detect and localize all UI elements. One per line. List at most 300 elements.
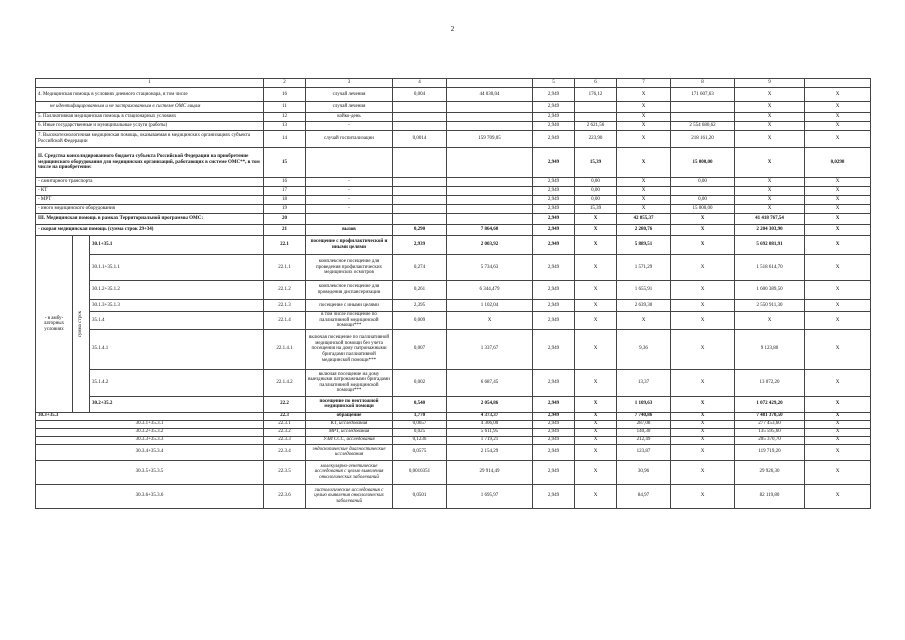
row-value-c5: 0,00	[575, 187, 617, 196]
row-value-c9: X	[805, 113, 871, 122]
row-value-c9: X	[805, 484, 871, 508]
row-value-c7: X	[671, 420, 735, 428]
row-value-norm: 0,290	[393, 225, 447, 236]
table-row	[36, 187, 871, 196]
row-value-norm: 0,025	[393, 428, 447, 436]
row-value-c8: X	[735, 113, 805, 122]
row-value-c7: X	[671, 281, 735, 300]
table-row	[36, 255, 871, 281]
row-number: 22.3.1	[264, 420, 306, 428]
row-value-c9: 0,0298	[805, 148, 871, 178]
header-cell	[447, 79, 533, 88]
row-name: - иного медицинского оборудования	[36, 205, 264, 214]
row-value-cost: 29 914,49	[447, 460, 533, 484]
row-number: 22.1.4.1	[264, 329, 306, 369]
row-value-c: 2,949	[533, 148, 575, 178]
row-value-c: 2,949	[533, 88, 575, 102]
table-row	[36, 484, 871, 508]
row-value-norm	[393, 102, 447, 113]
row-value-cost	[447, 196, 533, 205]
row-value-c6: 2 639,30	[617, 300, 671, 312]
table-row	[36, 460, 871, 484]
row-value-c8: 13 072,20	[735, 369, 805, 396]
row-value-c7: X	[671, 329, 735, 369]
row-number: 22.1.1	[264, 255, 306, 281]
row-name: - КТ	[36, 187, 264, 196]
row-value-c5: X	[575, 236, 617, 255]
row-value-c5: 15,39	[575, 205, 617, 214]
row-value-c: 2,949	[533, 444, 575, 460]
row-value-c8: X	[735, 102, 805, 113]
row-number: 22.3.2	[264, 428, 306, 436]
row-value-c: 2,949	[533, 236, 575, 255]
row-value-norm: 0,009	[393, 312, 447, 330]
table-row	[36, 396, 871, 412]
row-value-c8: 82 119,80	[735, 484, 805, 508]
sum-rows-label: сумма строк	[78, 310, 84, 338]
row-value-c7: X	[671, 484, 735, 508]
row-value-cost	[447, 187, 533, 196]
header-cell: 7	[617, 79, 671, 88]
row-value-c6: 2 280,76	[617, 225, 671, 236]
row-value-c9: X	[805, 300, 871, 312]
row-name: II. Средства консолидированного бюджета субъекта Российской Федерации на приобретение медицинского оборудования для медицинских организаций, работающих в системе ОМС**, в том числе на приобретение:	[36, 148, 264, 178]
row-value-cost: 159 709,05	[447, 131, 533, 148]
row-value-c7: X	[671, 412, 735, 420]
row-value-c7	[671, 187, 735, 196]
row-value-c: 2,949	[533, 484, 575, 508]
row-value-c8: 2 550 911,30	[735, 300, 805, 312]
table-row	[36, 281, 871, 300]
row-value-c7: X	[671, 369, 735, 396]
ambulatory-label: - в амбу-латорных условиях	[36, 236, 73, 413]
row-value-norm: 0,0014	[393, 131, 447, 148]
row-value-c7: 0,00	[671, 196, 735, 205]
table-row	[36, 131, 871, 148]
row-value-c6: 287,08	[617, 420, 671, 428]
row-name: 6. Иные государственные и муниципальные услуги (работы)	[36, 122, 264, 131]
row-value-c9: X	[805, 131, 871, 148]
row-number: 11	[264, 102, 306, 113]
row-value-c5: X	[575, 444, 617, 460]
row-value-c6: X	[617, 122, 671, 131]
row-value-c7: X	[671, 225, 735, 236]
row-value-c: 2,949	[533, 436, 575, 444]
row-value-c8: 9 123,80	[735, 329, 805, 369]
row-value-norm: 0,0501	[393, 484, 447, 508]
row-value-c5: X	[575, 396, 617, 412]
row-value-cost: 6 687,45	[447, 369, 533, 396]
row-value-c: 2,949	[533, 178, 575, 187]
row-value-cost: 7 864,60	[447, 225, 533, 236]
row-value-c7: X	[671, 436, 735, 444]
row-unit	[306, 214, 393, 225]
row-unit: гистологические исследования с целью выявления онкологических заболеваний	[306, 484, 393, 508]
row-value-norm	[393, 122, 447, 131]
row-code: 30.2+35.2	[90, 396, 264, 412]
row-code: 30.3.3+35.3.3	[36, 436, 264, 444]
row-number: 15	[264, 148, 306, 178]
row-number: 14	[264, 131, 306, 148]
row-value-c5: X	[575, 329, 617, 369]
table-row	[36, 300, 871, 312]
row-value-c7: X	[671, 255, 735, 281]
row-value-c8: X	[735, 196, 805, 205]
row-code: 30.3.5+35.3.5	[36, 460, 264, 484]
row-value-c: 2,949	[533, 312, 575, 330]
row-value-c6: 42 855,37	[617, 214, 671, 225]
row-name: не идентифицированным и не застрахованным в системе ОМС лицам	[36, 102, 264, 113]
row-value-c6: 1 109,63	[617, 396, 671, 412]
row-number: 22.1.2	[264, 281, 306, 300]
row-value-c8: X	[735, 312, 805, 330]
row-value-c5: X	[575, 420, 617, 428]
row-value-c8: 5 692 081,91	[735, 236, 805, 255]
row-value-norm	[393, 178, 447, 187]
row-value-c: 2,949	[533, 300, 575, 312]
row-value-norm: 2,395	[393, 300, 447, 312]
header-cell: 2	[264, 79, 306, 88]
row-value-norm: 2,939	[393, 236, 447, 255]
table-row	[36, 113, 871, 122]
row-unit: случай лечения	[306, 88, 393, 102]
row-value-c7	[671, 102, 735, 113]
table-row	[36, 312, 871, 330]
row-value-c5: X	[575, 460, 617, 484]
row-value-norm: 0,1236	[393, 436, 447, 444]
column-number-row	[36, 79, 871, 88]
row-value-c: 2,949	[533, 205, 575, 214]
row-unit: случай госпитализации	[306, 131, 393, 148]
row-value-cost: 4 373,37	[447, 412, 533, 420]
row-value-c: 2,949	[533, 281, 575, 300]
row-number: 22.3.6	[264, 484, 306, 508]
row-value-c: 2,949	[533, 329, 575, 369]
row-value-c: 2,940	[533, 122, 575, 131]
header-cell: 5	[533, 79, 575, 88]
row-value-c7: X	[671, 312, 735, 330]
row-unit: вызов	[306, 225, 393, 236]
row-value-norm: 0,274	[393, 255, 447, 281]
row-value-c: 2,949	[533, 214, 575, 225]
row-value-cost: 5 734,63	[447, 255, 533, 281]
row-value-c7: X	[671, 428, 735, 436]
row-value-c6: 140,30	[617, 428, 671, 436]
row-value-c8: 1 072 429,20	[735, 396, 805, 412]
row-value-c9: X	[805, 225, 871, 236]
row-value-c8: 2 204 303,90	[735, 225, 805, 236]
row-value-c: 2,949	[533, 225, 575, 236]
row-value-c9: X	[805, 236, 871, 255]
row-value-cost: 1 337,67	[447, 329, 533, 369]
row-code: 35.1.4	[90, 312, 264, 330]
row-value-c8: 7 481 370,50	[735, 412, 805, 420]
row-value-c5: X	[575, 369, 617, 396]
row-value-c6: X	[617, 187, 671, 196]
header-cell: 8	[671, 79, 735, 88]
row-value-norm: 0,007	[393, 329, 447, 369]
row-value-c5: X	[575, 412, 617, 420]
table-row	[36, 436, 871, 444]
row-value-c: 2,949	[533, 255, 575, 281]
row-unit: посещение с профилактической и иными целями	[306, 236, 393, 255]
row-value-c: 2,949	[533, 102, 575, 113]
row-unit: посещение по неотложной медицинской помощи	[306, 396, 393, 412]
row-value-cost: X	[447, 312, 533, 330]
row-value-c5: X	[575, 484, 617, 508]
row-value-c5	[575, 102, 617, 113]
row-value-c8: 277 453,60	[735, 420, 805, 428]
row-value-c: 2,949	[533, 113, 575, 122]
row-value-c6: 13,37	[617, 369, 671, 396]
row-value-c7: 0,00	[671, 178, 735, 187]
row-value-c5: X	[575, 214, 617, 225]
row-value-c6: X	[617, 102, 671, 113]
row-value-c5: 176,12	[575, 88, 617, 102]
row-value-c7: X	[671, 444, 735, 460]
row-value-c9: X	[805, 196, 871, 205]
table-row	[36, 214, 871, 225]
row-value-c8: 135 595,60	[735, 428, 805, 436]
row-unit: посещение с иными целями	[306, 300, 393, 312]
row-value-c5: 223,90	[575, 131, 617, 148]
row-value-norm	[393, 113, 447, 122]
row-value-norm: 0,540	[393, 396, 447, 412]
row-value-norm	[393, 196, 447, 205]
row-name: III. Медицинская помощь в рамках Территориальной программы ОМС:	[36, 214, 264, 225]
row-number: 22.3.3	[264, 436, 306, 444]
row-value-c7: X	[671, 214, 735, 225]
row-value-c6: X	[617, 312, 671, 330]
row-value-norm: 0,0575	[393, 444, 447, 460]
row-number: 16	[264, 88, 306, 102]
row-value-c5: X	[575, 436, 617, 444]
row-value-c9: X	[805, 412, 871, 420]
row-value-cost	[447, 178, 533, 187]
row-value-c9: X	[805, 122, 871, 131]
row-value-c8: X	[735, 205, 805, 214]
row-unit: комплексное посещение для проведения профилактических медицинских осмотров	[306, 255, 393, 281]
table-row	[36, 148, 871, 178]
row-unit: включая посещение по паллиативной медицинской помощи без учета посещения на дому патронажными бригадами паллиативной медицинской помощи***	[306, 329, 393, 369]
row-value-c5	[575, 113, 617, 122]
row-value-c6: X	[617, 178, 671, 187]
row-name: - скорая медицинская помощь (сумма строк 29+34)	[36, 225, 264, 236]
row-code: 30.1.1+35.1.1	[90, 255, 264, 281]
row-unit: включая посещение на дому выездными патронажными бригадами паллиативной медицинской помощи***	[306, 369, 393, 396]
row-code: 30.3.2+35.3.2	[36, 428, 264, 436]
row-value-c8: 41 418 767,54	[735, 214, 805, 225]
row-code: 30.3.6+35.3.6	[36, 484, 264, 508]
row-value-c9: X	[805, 428, 871, 436]
row-number: 18	[264, 196, 306, 205]
row-name: 7. Высокотехнологичная медицинская помощь, оказываемая в медицинских организациях субъекта Российской Федерации	[36, 131, 264, 148]
financing-table	[35, 78, 871, 509]
row-value-c8: X	[735, 178, 805, 187]
row-value-cost	[447, 214, 533, 225]
row-value-c6: 1 571,29	[617, 255, 671, 281]
table-row	[36, 420, 871, 428]
row-unit: -	[306, 187, 393, 196]
row-value-c8: 29 926,30	[735, 460, 805, 484]
table-row	[36, 369, 871, 396]
row-number: 22.1.3	[264, 300, 306, 312]
row-value-c9: X	[805, 205, 871, 214]
row-value-c6: X	[617, 205, 671, 214]
row-value-norm	[393, 148, 447, 178]
row-value-c7: X	[671, 460, 735, 484]
row-value-cost: 1 695,97	[447, 484, 533, 508]
table-row	[36, 329, 871, 369]
row-value-norm: 0,0010351	[393, 460, 447, 484]
row-unit: -	[306, 196, 393, 205]
header-cell: 6	[575, 79, 617, 88]
row-value-c9: X	[805, 214, 871, 225]
table-row	[36, 102, 871, 113]
row-value-c7: 15 000,00	[671, 148, 735, 178]
row-value-cost: 2 003,92	[447, 236, 533, 255]
row-value-c7: 218 161,20	[671, 131, 735, 148]
row-code: 30.3.1+35.3.1	[36, 420, 264, 428]
row-value-c6: X	[617, 131, 671, 148]
row-value-c6: 7 740,86	[617, 412, 671, 420]
row-code: 30.1.2+35.1.2	[90, 281, 264, 300]
row-value-c9: X	[805, 436, 871, 444]
row-value-norm	[393, 214, 447, 225]
table-row	[36, 428, 871, 436]
row-value-c: 2,949	[533, 460, 575, 484]
table-row	[36, 236, 871, 255]
row-number: 12	[264, 113, 306, 122]
row-value-c5: X	[575, 428, 617, 436]
row-name: 5. Паллиативная медицинская помощь в стационарных условиях	[36, 113, 264, 122]
row-number: 22.1	[264, 236, 306, 255]
row-value-c: 2,949	[533, 396, 575, 412]
row-code: 30.1+35.1	[90, 236, 264, 255]
row-value-c7	[671, 113, 735, 122]
row-name: - МРТ	[36, 196, 264, 205]
row-value-c6: 123,87	[617, 444, 671, 460]
row-value-c9: X	[805, 329, 871, 369]
row-value-c8: X	[735, 88, 805, 102]
row-unit	[306, 148, 393, 178]
table-row	[36, 88, 871, 102]
row-value-c: 2,949	[533, 428, 575, 436]
row-code: 35.1.4.2	[90, 369, 264, 396]
row-unit: -	[306, 205, 393, 214]
row-value-c6: X	[617, 148, 671, 178]
row-value-c6: 30,96	[617, 460, 671, 484]
row-value-c6: X	[617, 113, 671, 122]
row-unit: -	[306, 178, 393, 187]
row-value-c6: X	[617, 196, 671, 205]
row-value-c: 2,949	[533, 187, 575, 196]
row-code: 30.3+35.3	[36, 412, 264, 420]
row-value-c5: 15,39	[575, 148, 617, 178]
row-value-c7: X	[671, 300, 735, 312]
row-value-c5: X	[575, 225, 617, 236]
row-value-c8: X	[735, 131, 805, 148]
header-cell: 3	[306, 79, 393, 88]
row-unit: обращение	[306, 412, 393, 420]
row-value-c5: X	[575, 281, 617, 300]
row-number: 22.3.5	[264, 460, 306, 484]
row-value-cost	[447, 102, 533, 113]
row-value-c6: X	[617, 88, 671, 102]
row-value-cost	[447, 113, 533, 122]
row-value-c9: X	[805, 369, 871, 396]
table-row	[36, 205, 871, 214]
table-row	[36, 225, 871, 236]
row-value-norm: 0,261	[393, 281, 447, 300]
row-value-c8: X	[735, 187, 805, 196]
table-row	[36, 444, 871, 460]
row-value-c5: X	[575, 255, 617, 281]
row-number: 22.2	[264, 396, 306, 412]
row-value-c9: X	[805, 255, 871, 281]
row-code: 30.1.3+35.1.3	[90, 300, 264, 312]
row-value-cost: 2 154,29	[447, 444, 533, 460]
row-value-cost: 2 054,86	[447, 396, 533, 412]
row-number: 22.1.4.2	[264, 369, 306, 396]
row-value-c8: X	[735, 122, 805, 131]
row-value-c6: 9,36	[617, 329, 671, 369]
row-value-c8: 1 600 389,50	[735, 281, 805, 300]
row-value-cost	[447, 148, 533, 178]
row-name: 4. Медицинская помощь в условиях дневного стационара, в том числе	[36, 88, 264, 102]
row-value-c7: 15 000,00	[671, 205, 735, 214]
row-value-c6: 84,97	[617, 484, 671, 508]
row-value-c8: 119 719,20	[735, 444, 805, 460]
table-row	[36, 178, 871, 187]
row-unit: КТ, исследования	[306, 420, 393, 428]
row-value-c5: 0,00	[575, 196, 617, 205]
row-value-c8: X	[735, 148, 805, 178]
row-value-c: 2,949	[533, 420, 575, 428]
row-value-c9: X	[805, 88, 871, 102]
row-value-norm: 0,0657	[393, 420, 447, 428]
row-code: 30.3.4+35.3.4	[36, 444, 264, 460]
row-value-cost: 6 344,479	[447, 281, 533, 300]
row-value-c: 2,949	[533, 412, 575, 420]
table-row	[36, 412, 871, 420]
row-value-cost: 4 306,00	[447, 420, 533, 428]
row-value-cost: 1 719,21	[447, 436, 533, 444]
row-value-c9: X	[805, 187, 871, 196]
row-value-norm: 0,002	[393, 369, 447, 396]
row-value-cost	[447, 122, 533, 131]
row-value-c8: 205 370,70	[735, 436, 805, 444]
row-value-c7: X	[671, 396, 735, 412]
row-value-norm	[393, 205, 447, 214]
row-value-c9: X	[805, 444, 871, 460]
row-value-c9: X	[805, 281, 871, 300]
row-unit: УЗИ ССС, исследования	[306, 436, 393, 444]
row-number: 22.1.4	[264, 312, 306, 330]
row-value-c5: X	[575, 300, 617, 312]
row-value-c9: X	[805, 396, 871, 412]
row-value-cost	[447, 205, 533, 214]
row-value-c7: 171 607,63	[671, 88, 735, 102]
row-value-c7: X	[671, 236, 735, 255]
row-value-c9: X	[805, 420, 871, 428]
row-number: 13	[264, 122, 306, 131]
row-value-c: 2,949	[533, 196, 575, 205]
row-value-c9: X	[805, 178, 871, 187]
row-unit: -	[306, 122, 393, 131]
row-value-cost: 44 030,04	[447, 88, 533, 102]
row-value-norm: 0,004	[393, 88, 447, 102]
